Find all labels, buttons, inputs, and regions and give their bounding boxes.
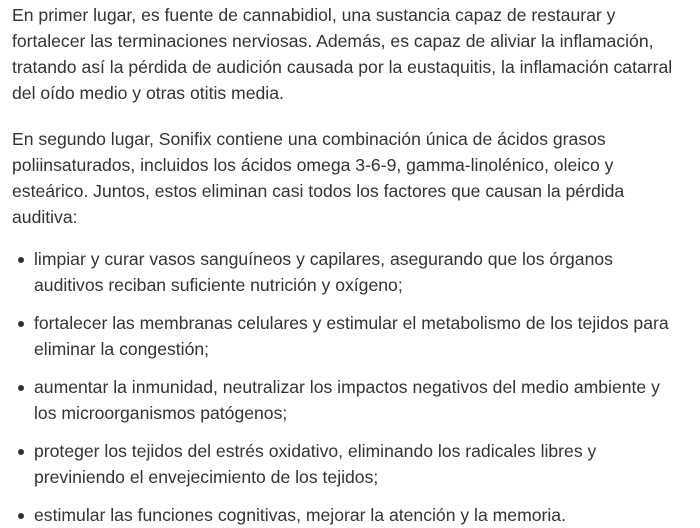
list-item-text: aumentar la inmunidad, neutralizar los impactos negativos del medio ambiente y los microorganismos patógenos; — [34, 377, 660, 423]
list-item — [12, 502, 680, 528]
list-item — [12, 246, 680, 298]
list-item — [12, 374, 680, 426]
paragraph-fatty-acids: En segundo lugar, Sonifix contiene una combinación única de ácidos grasos poliinsaturados, incluidos los ácidos omega 3-6-9, gamma-linolénico, oleico y esteárico. Juntos, estos eliminan casi todos los factores que causan la pérdida auditiva: — [12, 129, 625, 227]
bullet-icon — [18, 257, 24, 263]
list-item-text: limpiar y curar vasos sanguíneos y capilares, asegurando que los órganos auditivos reciban suficiente nutrición y oxígeno; — [34, 249, 613, 295]
list-item-text: fortalecer las membranas celulares y estimular el metabolismo de los tejidos para eliminar la congestión; — [34, 313, 669, 359]
list-item-text: estimular las funciones cognitivas, mejorar la atención y la memoria. — [34, 505, 566, 525]
benefits-list — [12, 246, 680, 528]
paragraph-cannabidiol: En primer lugar, es fuente de cannabidiol, una sustancia capaz de restaurar y fortalecer las terminaciones nerviosas. Además, es capaz de aliviar la inflamación, tratando así la pérdida de audición causada por la eustaquitis, la inflamación catarral del oído medio y otras otitis media. — [12, 5, 673, 103]
bullet-icon — [18, 321, 24, 327]
list-item-text: proteger los tejidos del estrés oxidativo, eliminando los radicales libres y previniendo el envejecimiento de los tejidos; — [34, 441, 597, 487]
bullet-icon — [18, 385, 24, 391]
bullet-icon — [18, 513, 24, 519]
list-item — [12, 438, 680, 490]
list-item — [12, 310, 680, 362]
bullet-icon — [18, 449, 24, 455]
